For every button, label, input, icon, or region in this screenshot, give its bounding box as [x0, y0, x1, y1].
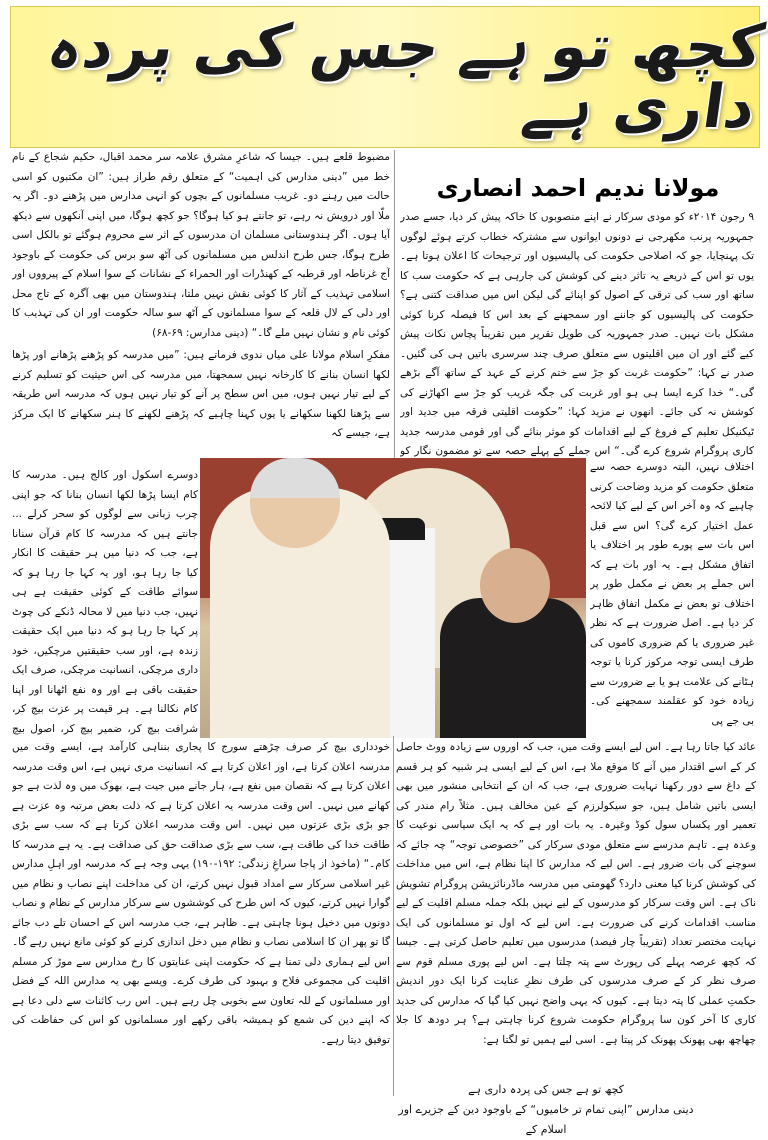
photo-person-right-head [480, 548, 550, 623]
article-column-bottom-left [12, 738, 390, 1086]
verse-line: کچھ تو ہے جس کی پردہ داری ہے [468, 1083, 624, 1096]
header-banner [10, 6, 768, 148]
article-column-right [400, 208, 754, 460]
article-column-left-upper [12, 346, 390, 468]
article-column-right-side [590, 458, 754, 734]
author-name: مولانا ندیم احمد انصاری [436, 174, 720, 202]
paragraph: خودداری بیچ کر صرف چڑھتے سورج کا پجاری بنناہی کارآمد ہے، ایسے وقت میں مدرسہ اعلان کرتا ہے، اور اعلان کرتا ہے کہ انسانیت مری نہیں ہے، اس وقت مدرسہ اعلان کرتا ہے کہ نقصان میں نفع ہے، ہار جانے میں جیت ہے، بھوک میں وہ لذت ہے جو کھانے میں نہیں۔ اس وقت مدرسہ یہ اعلان کرتا ہے کہ ذلت بعض مرتبہ وہ عزت ہے جو بڑی بڑی عزتوں میں نہیں۔ اس وقت مدرسہ اعلان کرتا ہے کہ سب سے بڑی طاقت خدا کی طاقت ہے، سب سے بڑی صداقت حق کی صداقت ہے۔ یہ ہے مدرسہ کا کام۔“ (ماخوذ از پاجا سراغِ زندگی: ۱۹۲-۱۹۰) یہی وجہ ہے کہ مدرسہ اور اہلِ مدارس غیر اسلامی سرکار سے امداد قبول نہیں کرتے، ان کی مداخلت اپنے نصاب و نظام میں گوارا نہیں کرتے، کیوں کہ اس طرح کی کوششوں سے سرکار مدارس کے نظام و نصاب دونوں میں دخیل ہونا چاہتی ہے۔ ظاہر ہے، جب مدرسہ اس کے احسان تلے دب جائے گا تو پھر ان کا اسلامی نصاب و نظام میں دخل اندازی کرنے کو کوئی مانع نہیں رہے گا۔ اس لیے ہماری دلی تمنا ہے کہ حکومت اپنی عنایتوں کا رخ مدارس سے موڑ کر مسلم اقلیت کی مجموعی فلاح و بہبود کی طرف کرے۔ ویسے بھی یہ مدارس اللہ کے فضل اور مسلمانوں کے للہ تعاون سے بخوبی چل رہے ہیں۔ اس رب کائنات سے دلی دعا ہے کہ اپنے دین کی شمع کو ہمیشہ باقی رکھے اور مسلمانوں کو اس کی حفاظت کی توفیق دیتا رہے۔ [12, 741, 390, 1046]
paragraph: ۹ رجون ۲۰۱۴ء کو مودی سرکار نے اپنے منصوبوں کا خاکہ پیش کر دیا، جسے صدر جمہوریہ پرنب مکھرجی نے دونوں ایوانوں سے مشترکہ خطاب کرتے ہوئے لوگوں تک پہنچایا، جو کہ اصلاحی حکومت کی پالیسیوں اور ترجیحات کا اعلان ہوتا ہے۔ یوں تو اس کے ذریعے یہ تاثر دینے کی کوشش کی جارہی ہے کہ حکومت سب کا ساتھ اور سب کی ترقی کے اصول کو اپنائے گی لیکن اس میں صداقت کتنی ہے؟ حکومت کی پالیسیوں کو جاننے اور سمجھنے کے بعد اس کا فیصلہ کرنا کوئی مشکل بات نہیں۔ صدر جمہوریہ کی طویل تقریر میں تقریباً پچاس نکات پیش کیے گئے اور ان میں اقلیتوں سے متعلق صرف چند سرسری باتیں ہی کی گئیں۔ صدر نے کہا: ”حکومت غربت کو جڑ سے ختم کرنے کے عہد کے ساتھ آگے بڑھے گی۔“ خدا کرے ایسا ہی ہو اور غربت کی جگہ غریب کو جڑ سے اکھاڑنے کی کوشش نہ کی جائے۔ انھوں نے مزید کہا: ”حکومت اقلیتی فرقہ میں جدید اور ٹیکنیکل تعلیم کے فروغ کے لیے اقدامات کو موثر بنائے گی اور قومی مدرسہ جدید کاری پروگرام شروع کرے گی۔“ اس جملے کے پہلے حصہ سے تو مضمون نگار کو [400, 211, 754, 457]
article-column-left-top [12, 148, 390, 344]
paragraph: مفکرِ اسلام مولانا علی میاں ندوی فرماتے ہیں: ”میں مدرسہ کو پڑھنے پڑھانے اور پڑھا لکھا انسان بنانے کا کارخانہ نہیں سمجھتا، میں مدرسہ کی اس حیثیت کو تسلیم کرنے کے لیے تیار نہیں ہوں، میں اس سطح پر آنے کو تیار نہیں ہوں کہ مدرسہ اس طریقہ سے پڑھنا لکھنا سکھانے یا یوں کہنا چاہیے کہ پڑھنے لکھنے کا ہنر سکھانے کا ایک مرکز ہے، جیسے کہ [12, 349, 390, 439]
closing-verse [396, 1080, 696, 1136]
page-title: کچھ تو ہے جس کی پردہ داری ہے [43, 12, 768, 142]
paragraph: اختلاف نہیں، البتہ دوسرے حصہ سے متعلق حکومت کو مزید وضاحت کرنی چاہیے کہ وہ آخر اس کے لیے کیا لائحہ عمل اختیار کرے گی؟ اس سے قبل اس بات سے پورے طور پر اختلاف یا اتفاق مشکل ہے۔ یہ اور بات ہے کہ اس جملے پر بعض نے مکمل طور پر اختلاف تو بعض نے مکمل اتفاق ظاہر کر دیا ہے۔ اصل ضرورت ہے کہ نظر غیر ضروری یا کم ضروری کاموں کی طرف ایسی توجہ مرکوز کرنا یا توجہ ہٹانے کی علامت ہو یا بے ضرورت سے زیادہ خود کو عقلمند سمجھنے کی۔ بی جے پی [590, 461, 754, 727]
paragraph: مضبوط قلعے ہیں۔ جیسا کہ شاعرِ مشرق علامہ سر محمد اقبال، حکیم شجاع کے نام خط میں ”دینی مدارس کی اہمیت“ کے متعلق رقم طراز ہیں: ”ان مکتبوں کو اسی حالت میں رہنے دو۔ غریب مسلمانوں کے بچوں کو انہی مدارس میں پڑھنے دو۔ اگر یہ ملّا اور درویش نہ رہے، تو جانتے ہو کیا ہوگا؟ جو کچھ ہوگا، میں اپنی آنکھوں سے دیکھ آیا ہوں۔ اگر ہندوستانی مسلمان ان مدرسوں کے اثر سے محروم ہوگئے تو بالکل اسی طرح ہوگا، جس طرح اندلس میں مسلمانوں کی آٹھ سو برس کی حکومت کے باوجود آج غرناطہ اور قرطبہ کے کھنڈرات اور الحمراء کے نشانات کے سوا اسلام کے پیرووں اور اسلامی تہذیب کے آثار کا کوئی نقش نہیں ملتا، ہندوستان میں بھی آگرہ کے تاج محل اور دلی کے لال قلعہ کے سوا مسلمانوں کے آٹھ سو سالہ حکومت اور ان کی تہذیب کا کوئی نام و نشان نہیں ملے گا۔“ (دینی مدارس: ۶۹-۶۸) [12, 151, 390, 339]
column-divider-bottom [393, 736, 394, 1096]
column-divider [394, 150, 395, 468]
news-photo [200, 458, 586, 738]
paragraph: دوسرے اسکول اور کالج ہیں۔ مدرسہ کا کام ایسا پڑھا لکھا انسان بنانا کہ جو اپنی چرب زبانی سے لوگوں کو سحر کرلے ... جانتے ہیں کہ مدرسہ کا کام قرآن سنانا ہے، جب کہ دنیا میں ہر حقیقت کا انکار کیا جا رہا ہو، اور یہ کہا جا رہا ہو کہ سوائے طاقت کے کوئی حقیقت ہے ہی نہیں، جب دنیا میں لا محالہ ڈنکے کی چوٹ پر کہا جا رہا ہو کہ دنیا میں ایک حقیقت زندہ ہے، اور سب حقیقتیں مرچکیں، خود داری مرچکی، انسانیت مرچکی، صرف ایک حقیقت باقی ہے اور وہ نفع اٹھانا اور اپنا کام نکالنا ہے۔ ہر قیمت پر عزت بیچ کر، شرافت بیچ کر، ضمیر بیچ کر، اصول بیچ [12, 469, 198, 735]
article-column-far-left [12, 466, 198, 736]
paragraph: عائد کیا جاتا رہا ہے۔ اس لیے ایسے وقت میں، جب کہ اوروں سے زیادہ ووٹ حاصل کر کے اسے اقتدار میں آنے کا موقع ملا ہے، اس کے لیے ایسی ہر شبیہ کو ہر قسم کے داغ سے دور رکھنا نہایت ضروری ہے، جب کہ ان کے انتخابی منشور میں بھی ایسی باتیں شامل ہیں، جو سیکولرزم کے عین مخالف ہیں۔ مثلاً رام مندر کی تعمیر اور یکساں سول کوڈ وغیرہ۔ یہ بات اور ہے کہ یہ ایک سیاسی نوعیت کا وعدہ ہے۔ تاہم مدرسے سے متعلق مودی سرکار کی ”خصوصی توجہ“ چہ جائے کہ سوچنے کی بات ضرور ہے۔ اس لیے کہ مدارس کا اپنا نظام ہے، اس میں مداخلت کی کوشش کرنا کیا معنی دارد؟ گھومتی میں مدرسہ ماڈرنائزیشن پروگرام تشویش ناک ہے۔ اس وقت سرکار کو مدرسوں کے لیے نہیں بلکہ جملہ مسلم اقلیت کے لیے مناسب اقدامات کرنے کی ضرورت ہے۔ اس لیے کہ اول تو مسلمانوں کی ایک نہایت مختصر تعداد (تقریباً چار فیصد) مدرسوں میں تعلیم حاصل کرتی ہے۔ جیسا کہ کچھ عرصہ پہلے کی رپورٹ سے پتہ چلتا ہے۔ اس لیے پوری مسلم قوم سے صرف نظر کر کے صرف مدرسوں کی طرف نظرِ عنایت کرنا ایک دور اندیش حکمتِ عملی کا پتہ دیتا ہے۔ کیوں کہ یہی واضح نہیں کیا گیا کہ مدارس کی جدید کاری کا آخر کون سا پروگرام حکومت شروع کرنا چاہتی ہے؟ ہر دودھ کا جلا چھاچھ بھی پھونک پھونک کر پیتا ہے۔ اسی لیے ہمیں تو لگتا ہے: [396, 741, 756, 1046]
verse-line: دینی مدارس ”اپنی تمام تر خامیوں“ کے باوجود دین کے جزیرے اور اسلام کے [398, 1103, 694, 1136]
article-column-bottom-right [396, 738, 756, 1074]
